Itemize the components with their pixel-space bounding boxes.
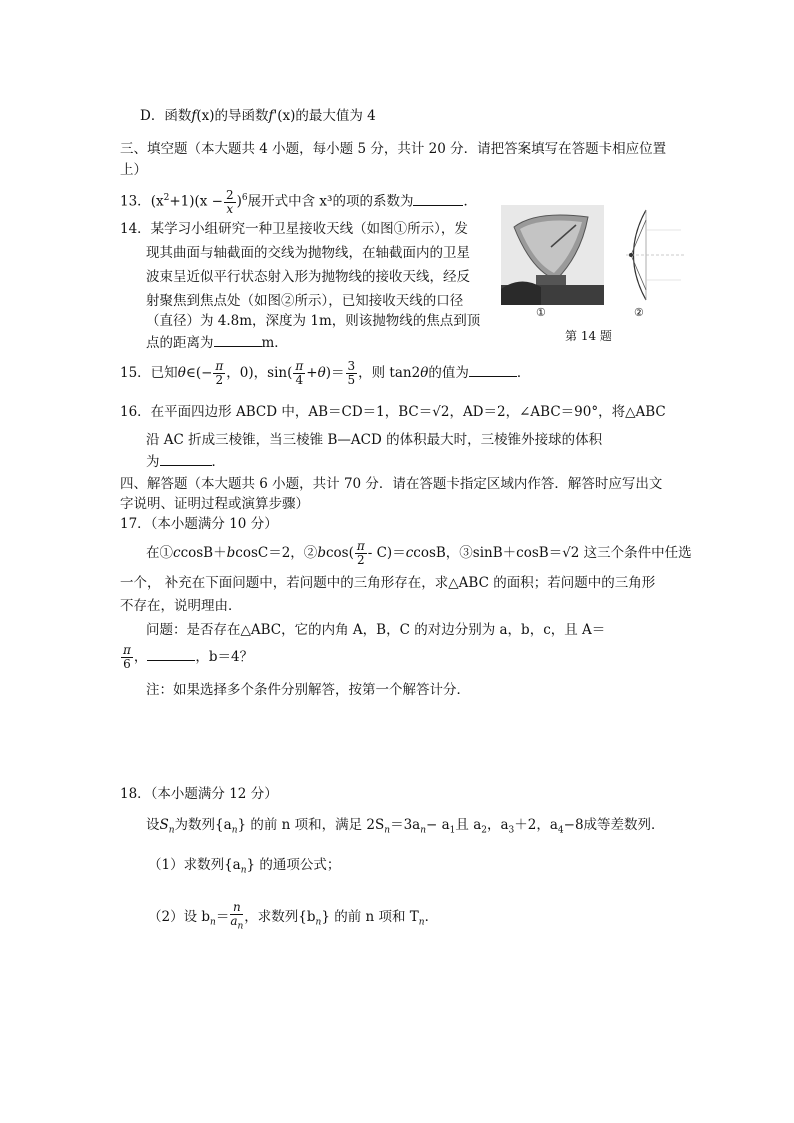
question-18-line1: 设$S_n$为数列$\{a_n\}$ 的前 n 项和，满足 $2S_n=3a_n- a_1$且 $a_2$，$a_3+2$，$a_4-8$成等差数列． [146, 817, 665, 836]
question-14-line2: 现其曲面与轴截面的交线为抛物线，在轴截面内的卫星 [146, 245, 470, 261]
question-13: 13．$(x^2+1)(x$ − $\frac{2}{x}$ )$^6$展开式中含 x³的项的系数为 ． [120, 187, 477, 216]
question-14-line3: 波束呈近似平行状态射入形为抛物线的接收天线，经反 [146, 269, 470, 285]
question-17-header: 17．（本小题满分 10 分） [120, 516, 278, 532]
section4-heading-line1: 四、解答题（本大题共 6 小题，共计 70 分．请在答题卡指定区域内作答．解答时应写出文 [120, 476, 663, 492]
question-17-line3: 不存在，说明理由． [120, 598, 242, 614]
answer-blank [469, 364, 517, 377]
question-16-line2: 沿 AC 折成三棱锥，当三棱锥 B—ACD 的体积最大时，三棱锥外接球的体积 [146, 432, 603, 448]
question-18-header: 18．（本小题满分 12 分） [120, 786, 278, 802]
question-18-part1: （1）求数列$\{a_n\}$ 的通项公式； [148, 857, 341, 876]
question-14-line5: （直径）为 4.8m，深度为 1m，则该抛物线的焦点到顶 [146, 313, 481, 329]
answer-blank [147, 648, 195, 661]
satellite-figure [496, 205, 686, 335]
question-14-line4: 射聚焦到焦点处（如图②所示），已知接收天线的口径 [146, 293, 464, 309]
question-14-line6: 点的距离为 m． [146, 335, 288, 351]
option-d: D．函数f(x)的导函数f'(x)的最大值为 4 [140, 108, 376, 124]
question-16-line3: 为 ． [146, 454, 225, 470]
question-18-part2: （2）设 $b_n=$ $\frac{n}{a_n}$ ，求数列$\{b_n\}$ 的前 n 项和 $T_n$． [148, 900, 439, 932]
question-17-line2: 一个， 补充在下面问题中，若问题中的三角形存在，求△ABC 的面积；若问题中的三角形 [120, 575, 656, 591]
section3-heading-line1: 三、填空题（本大题共 4 小题，每小题 5 分，共计 20 分．请把答案填写在答题卡相应位置 [120, 141, 667, 157]
question-17-note: 注：如果选择多个条件分别解答，按第一个解答计分． [146, 682, 470, 698]
section3-heading-line2: 上） [120, 162, 147, 178]
question-17-line5: $\frac{\pi}{6}$ ， ，b＝4？ [123, 643, 254, 671]
question-17-line1: 在①ccosB＋bcosC＝2，②bcos( $\frac{\pi}{2}$ - C)＝ccosB，③sinB＋cosB＝√2 这三个条件中任选 [146, 539, 692, 567]
question-15: 15．已知θ∈(− $\frac{\pi}{2}$ ，0)，sin( $\frac{\pi}{4}$ +θ)＝ $\frac{3}{5}$ ，则 tan2θ的值为 ． [120, 359, 531, 387]
answer-blank [160, 453, 212, 466]
question-17-line4: 问题：是否存在△ABC，它的内角 A，B，C 的对边分别为 a，b，c，且 A＝ [146, 622, 606, 638]
figure-label-1: ① [536, 306, 546, 319]
question-16-line1: 16．在平面四边形 ABCD 中，AB＝CD＝1，BC＝√2，AD＝2，∠ABC＝90°，将△ABC [120, 404, 666, 420]
figure-label-2: ② [634, 306, 644, 319]
answer-blank [413, 193, 463, 206]
satellite-dish-image [496, 205, 686, 335]
answer-blank [214, 334, 262, 347]
section4-heading-line2: 字说明、证明过程或演算步骤） [120, 496, 309, 512]
question-14-line1: 14．某学习小组研究一种卫星接收天线（如图①所示），发 [120, 221, 468, 237]
figure-caption: 第 14 题 [565, 329, 612, 343]
